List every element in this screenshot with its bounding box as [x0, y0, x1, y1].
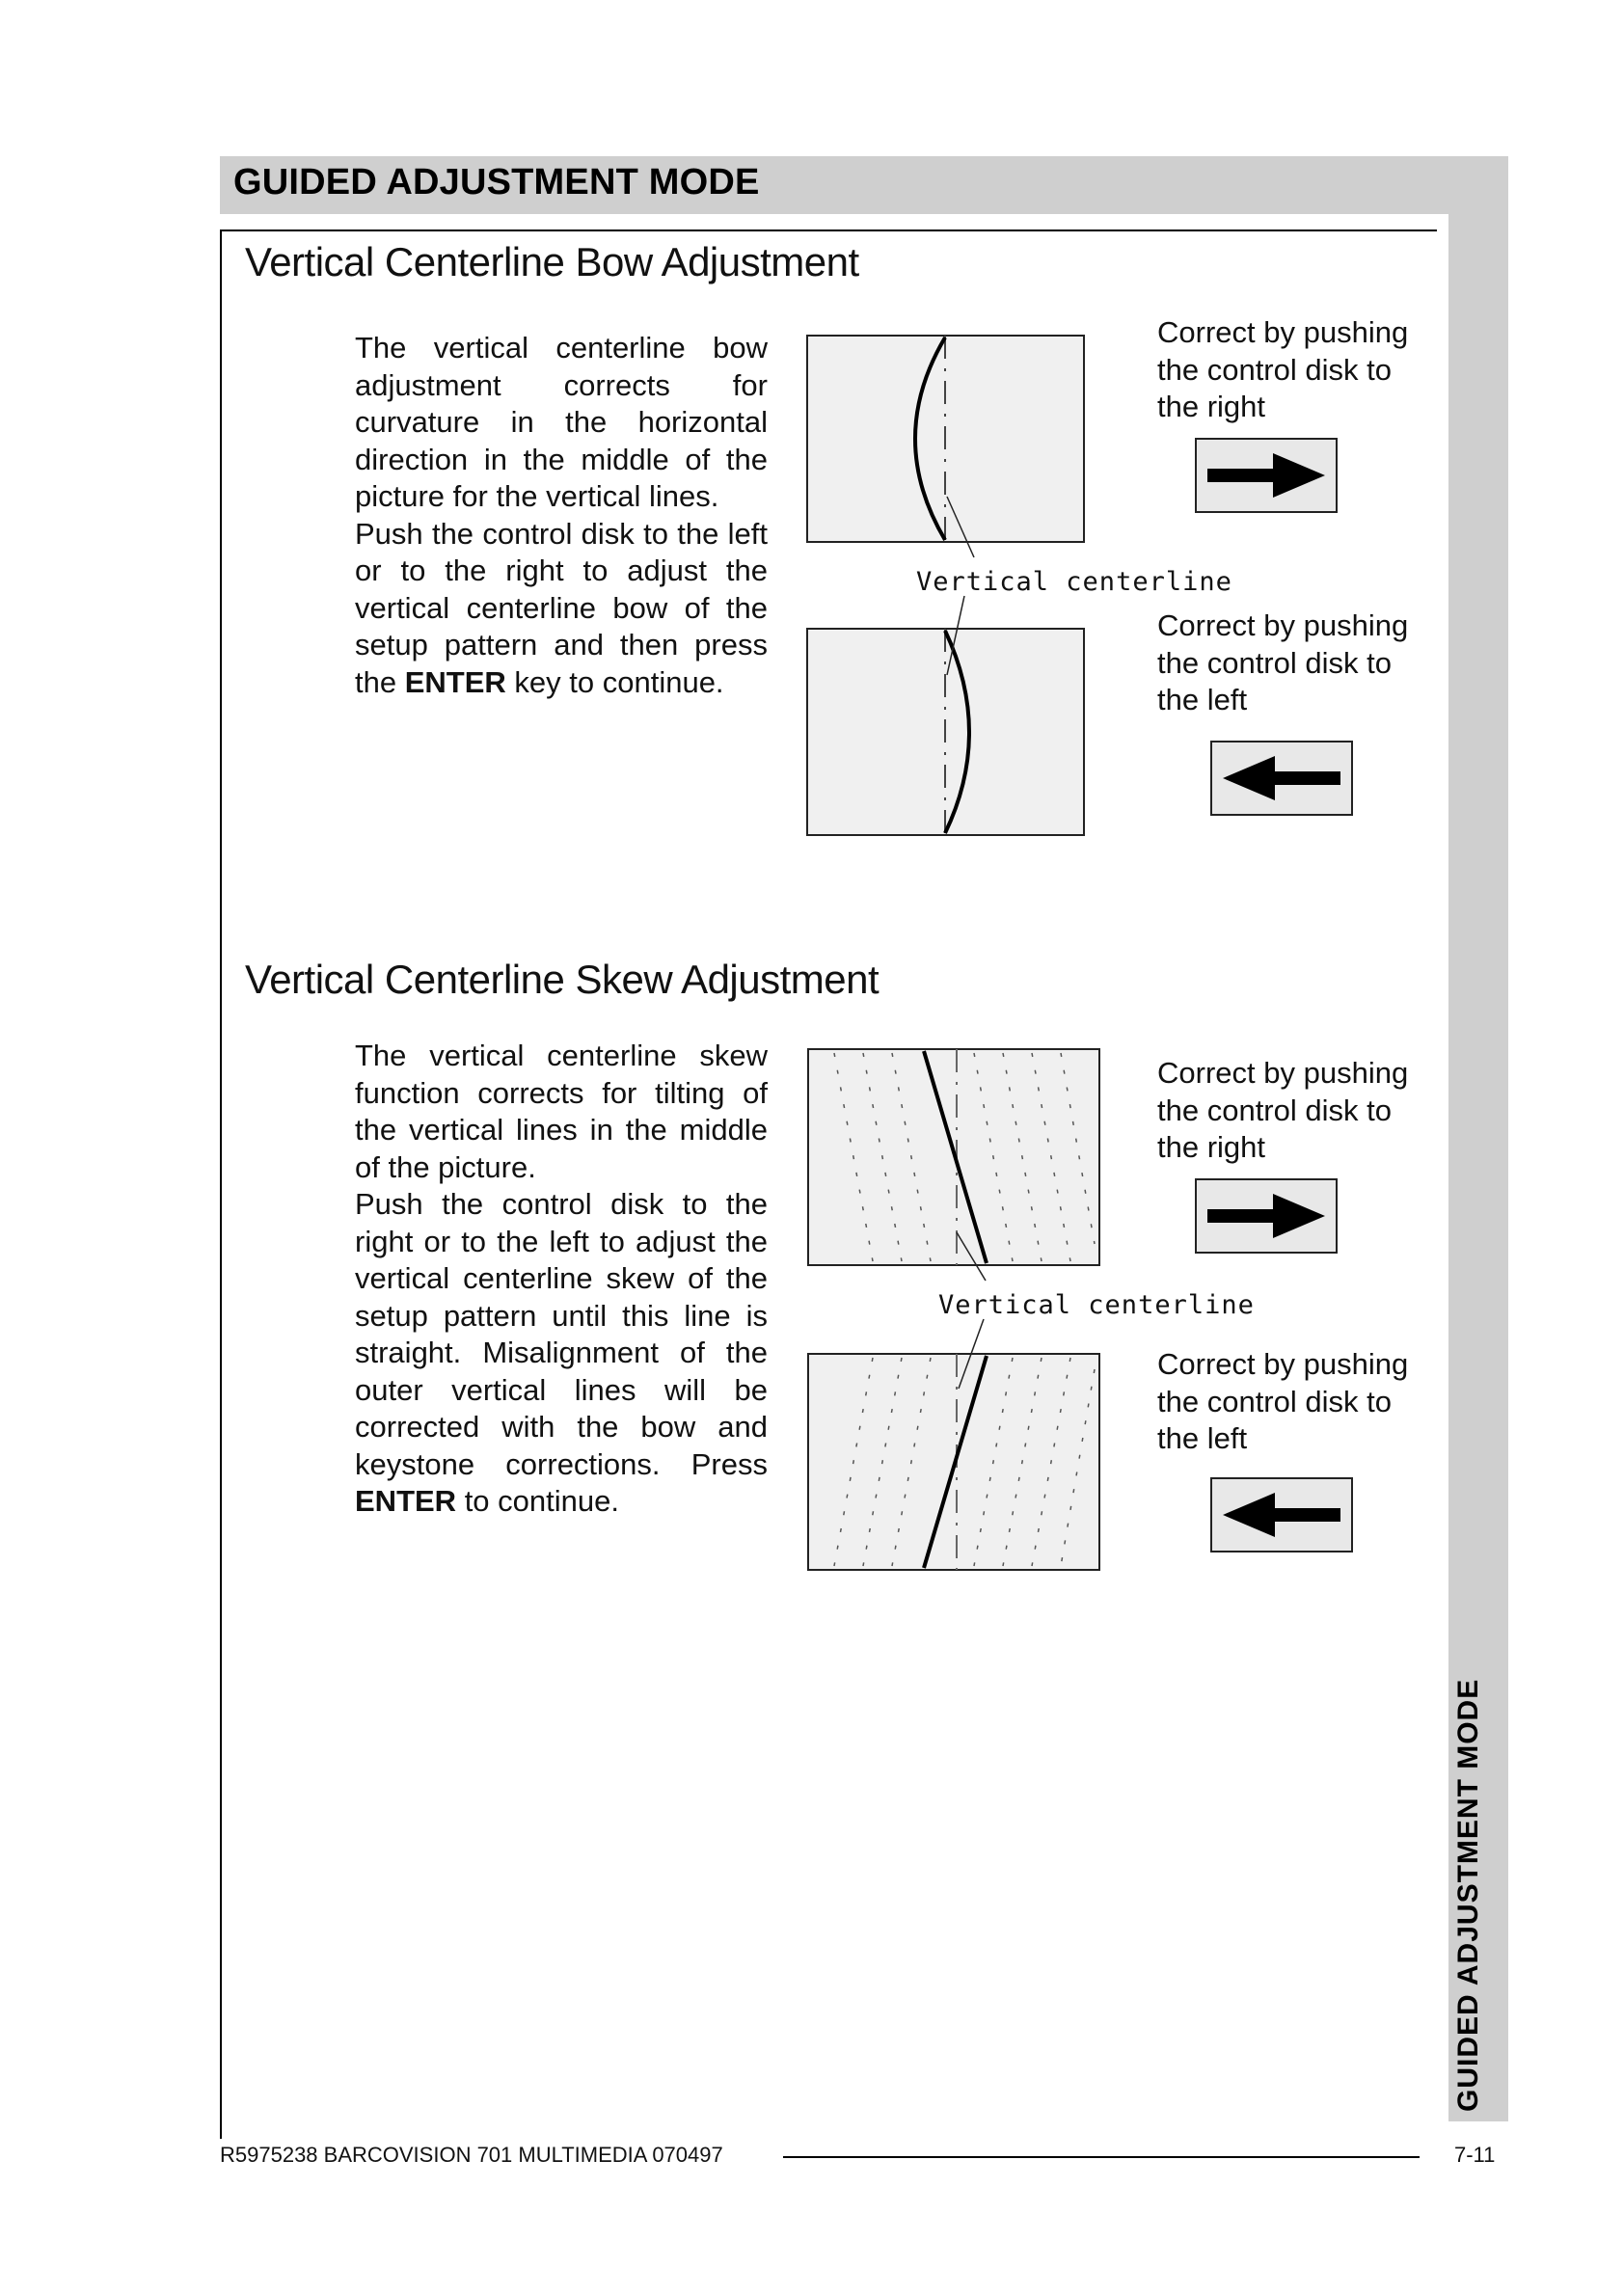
bow-callout-right-line-3: the right: [1157, 390, 1266, 423]
skew-callout-left-line-3: the left: [1157, 1421, 1248, 1455]
skew-callout-right: [1157, 1055, 1408, 1167]
skew-callout-right-line-3: the right: [1157, 1130, 1266, 1164]
bow-callout-left-line-3: the left: [1157, 683, 1248, 716]
side-tab-title: GUIDED ADJUSTMENT MODE: [1452, 1678, 1484, 2112]
bow-para-1: The vertical centerline bow adjustment corrects for curvature in the horizontal direction in the middle of the picture for the vertical lines.: [355, 331, 768, 513]
bow-section-title: Vertical Centerline Bow Adjustment: [245, 239, 859, 284]
bow-enter-key: ENTER: [404, 664, 506, 699]
skew-callout-left-line-2: the control disk to: [1157, 1384, 1392, 1418]
skew-callout-left: [1157, 1346, 1408, 1458]
bow-centerline-label: Vertical centerline: [916, 567, 1232, 597]
footer-rule: [783, 2156, 1420, 2158]
page-number: 7-11: [1454, 2143, 1496, 2167]
skew-para-2-prefix: Push the control disk to the right or to the left to adjust the vertical centerline skew of the setup pattern until this line is straight. Misalignment of the outer vertical lines will be corrected with the bow and keystone corrections. Press: [355, 1187, 768, 1481]
bow-callout-right-line-2: the control disk to: [1157, 352, 1392, 387]
skew-callout-left-line-1: Correct by pushing: [1157, 1347, 1409, 1381]
page-title: GUIDED ADJUSTMENT MODE: [233, 162, 760, 202]
bow-para-2-prefix: Push the control disk to the left or to the right to adjust the vertical centerline bow of the setup pattern and then press the: [355, 516, 768, 699]
bow-callout-left-line-1: Correct by pushing: [1157, 608, 1409, 642]
bow-callout-right-line-1: Correct by pushing: [1157, 315, 1409, 349]
skew-para-2-suffix: to continue.: [456, 1484, 619, 1518]
skew-section-title: Vertical Centerline Skew Adjustment: [245, 957, 880, 1002]
footer-doc-id: R5975238 BARCOVISION 701 MULTIMEDIA 070497: [220, 2143, 723, 2167]
skew-para-1: The vertical centerline skew function corrects for tilting of the vertical lines in the middle of the picture.: [355, 1039, 768, 1184]
skew-centerline-label: Vertical centerline: [938, 1290, 1255, 1320]
skew-callout-right-line-1: Correct by pushing: [1157, 1056, 1409, 1090]
bow-callout-left-line-2: the control disk to: [1157, 645, 1392, 680]
skew-callout-right-line-2: the control disk to: [1157, 1093, 1392, 1127]
skew-enter-key: ENTER: [355, 1484, 457, 1518]
bow-para-2-suffix: key to continue.: [505, 664, 724, 699]
